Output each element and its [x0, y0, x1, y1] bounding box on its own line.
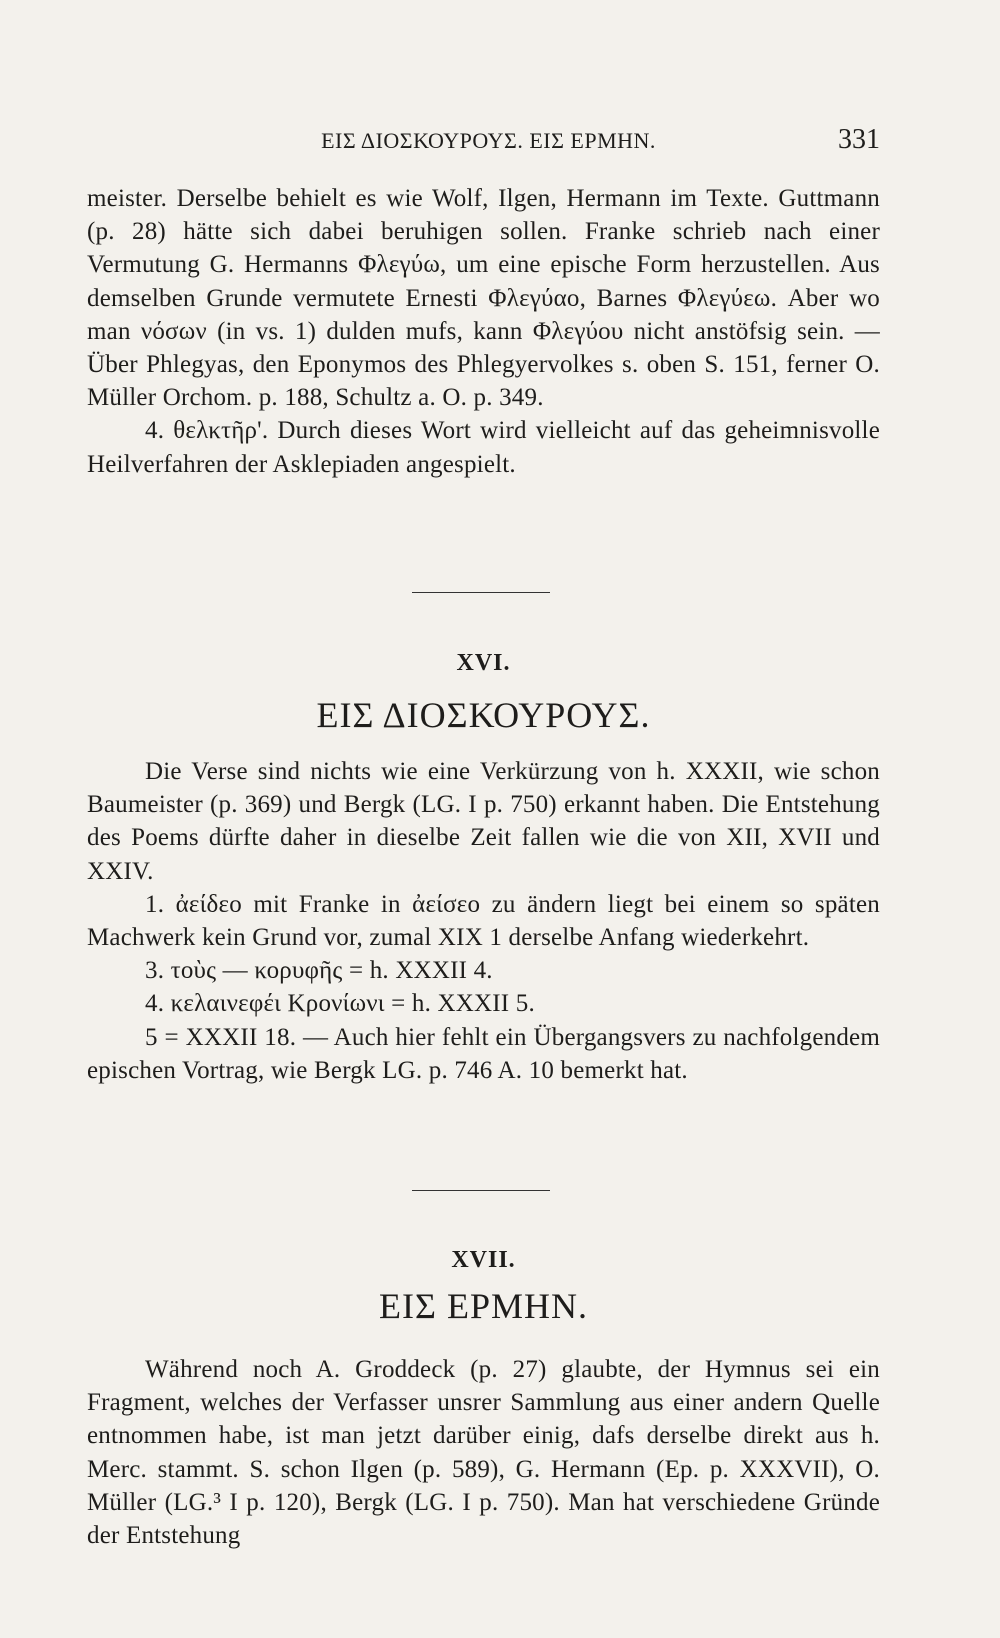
- commentary-note: 5 = XXXII 18. — Auch hier fehlt ein Übergangsvers zu nachfolgendem epischen Vortrag, wie Bergk LG. p. 746 A. 10 bemerkt hat.: [87, 1023, 880, 1084]
- section-xvi-heading: [87, 642, 880, 742]
- commentary-note: 4. θελκτῆρ'. Durch dieses Wort wird vielleicht auf das geheimnisvolle Heilverfahren der Asklepiaden angespielt.: [87, 417, 880, 478]
- commentary-paragraph: Während noch A. Groddeck (p. 27) glaubte, der Hymnus sei ein Fragment, welches der Verfasser unsrer Sammlung aus einer andern Quelle entnommen habe, ist man jetzt darüber einig, dafs derselbe direkt aus h. Merc. stammt. S. schon Ilgen (p. 589), G. Hermann (Ep. p. XXXVII), O. Müller (LG.³ I p. 120), Bergk (LG. I p. 750). Man hat verschiedene Gründe der Entstehung: [87, 1356, 880, 1550]
- commentary-note: 3. τοὺς — κορυφῆς = h. XXXII 4.: [145, 957, 493, 985]
- commentary-paragraph: Die Verse sind nichts wie eine Verkürzung von h. XXXII, wie schon Baumeister (p. 369) und Bergk (LG. I p. 750) erkannt haben. Die Entstehung des Poems dürfte daher in dieselbe Zeit fallen wie die von XII, XVII und XXIV.: [87, 758, 880, 885]
- section-title: ΕΙΣ ΔΙΟΣΚΟΥΡΟΥΣ.: [316, 695, 651, 735]
- running-head: [87, 122, 880, 158]
- page-number: 331: [838, 124, 880, 155]
- section-xvii-heading: [87, 1245, 880, 1335]
- section-divider: [412, 592, 550, 593]
- section-number: XVII.: [451, 1247, 516, 1273]
- commentary-note: 1. ἀείδεο mit Franke in ἀείσεο zu ändern liegt bei einem so späten Machwerk kein Grund vor, zumal XIX 1 derselbe Anfang wiederkehrt.: [87, 890, 880, 952]
- running-head-title: ΕΙΣ ΔΙΟΣΚΟΥΡΟΥΣ. ΕΙΣ ΕΡΜΗΝ.: [321, 128, 656, 153]
- section-title: ΕΙΣ ΕΡΜΗΝ.: [379, 1286, 588, 1326]
- continued-commentary: [87, 182, 880, 481]
- commentary-note: 4. κελαινεφέι Κρονίωνι = h. XXXII 5.: [145, 990, 535, 1018]
- section-divider: [412, 1190, 550, 1191]
- section-xvi-body: [87, 755, 880, 1087]
- commentary-paragraph: meister. Derselbe behielt es wie Wolf, Ilgen, Hermann im Texte. Guttmann (p. 28) hätte sich dabei beruhigen sollen. Franke schrieb nach einer Vermutung G. Hermanns Φλεγύω, um eine epische Form herzustellen. Aus demselben Grunde vermutete Ernesti Φλεγύαο, Barnes Φλεγύεω. Aber wo man νόσων (in vs. 1) dulden mufs, kann Φλεγύου nicht anstöfsig sein. — Über Phlegyas, den Eponymos des Phlegyervolkes s. oben S. 151, ferner O. Müller Orchom. p. 188, Schultz a. O. p. 349.: [87, 185, 880, 412]
- section-xvii-body: [87, 1353, 880, 1552]
- section-number: XVI.: [456, 650, 511, 676]
